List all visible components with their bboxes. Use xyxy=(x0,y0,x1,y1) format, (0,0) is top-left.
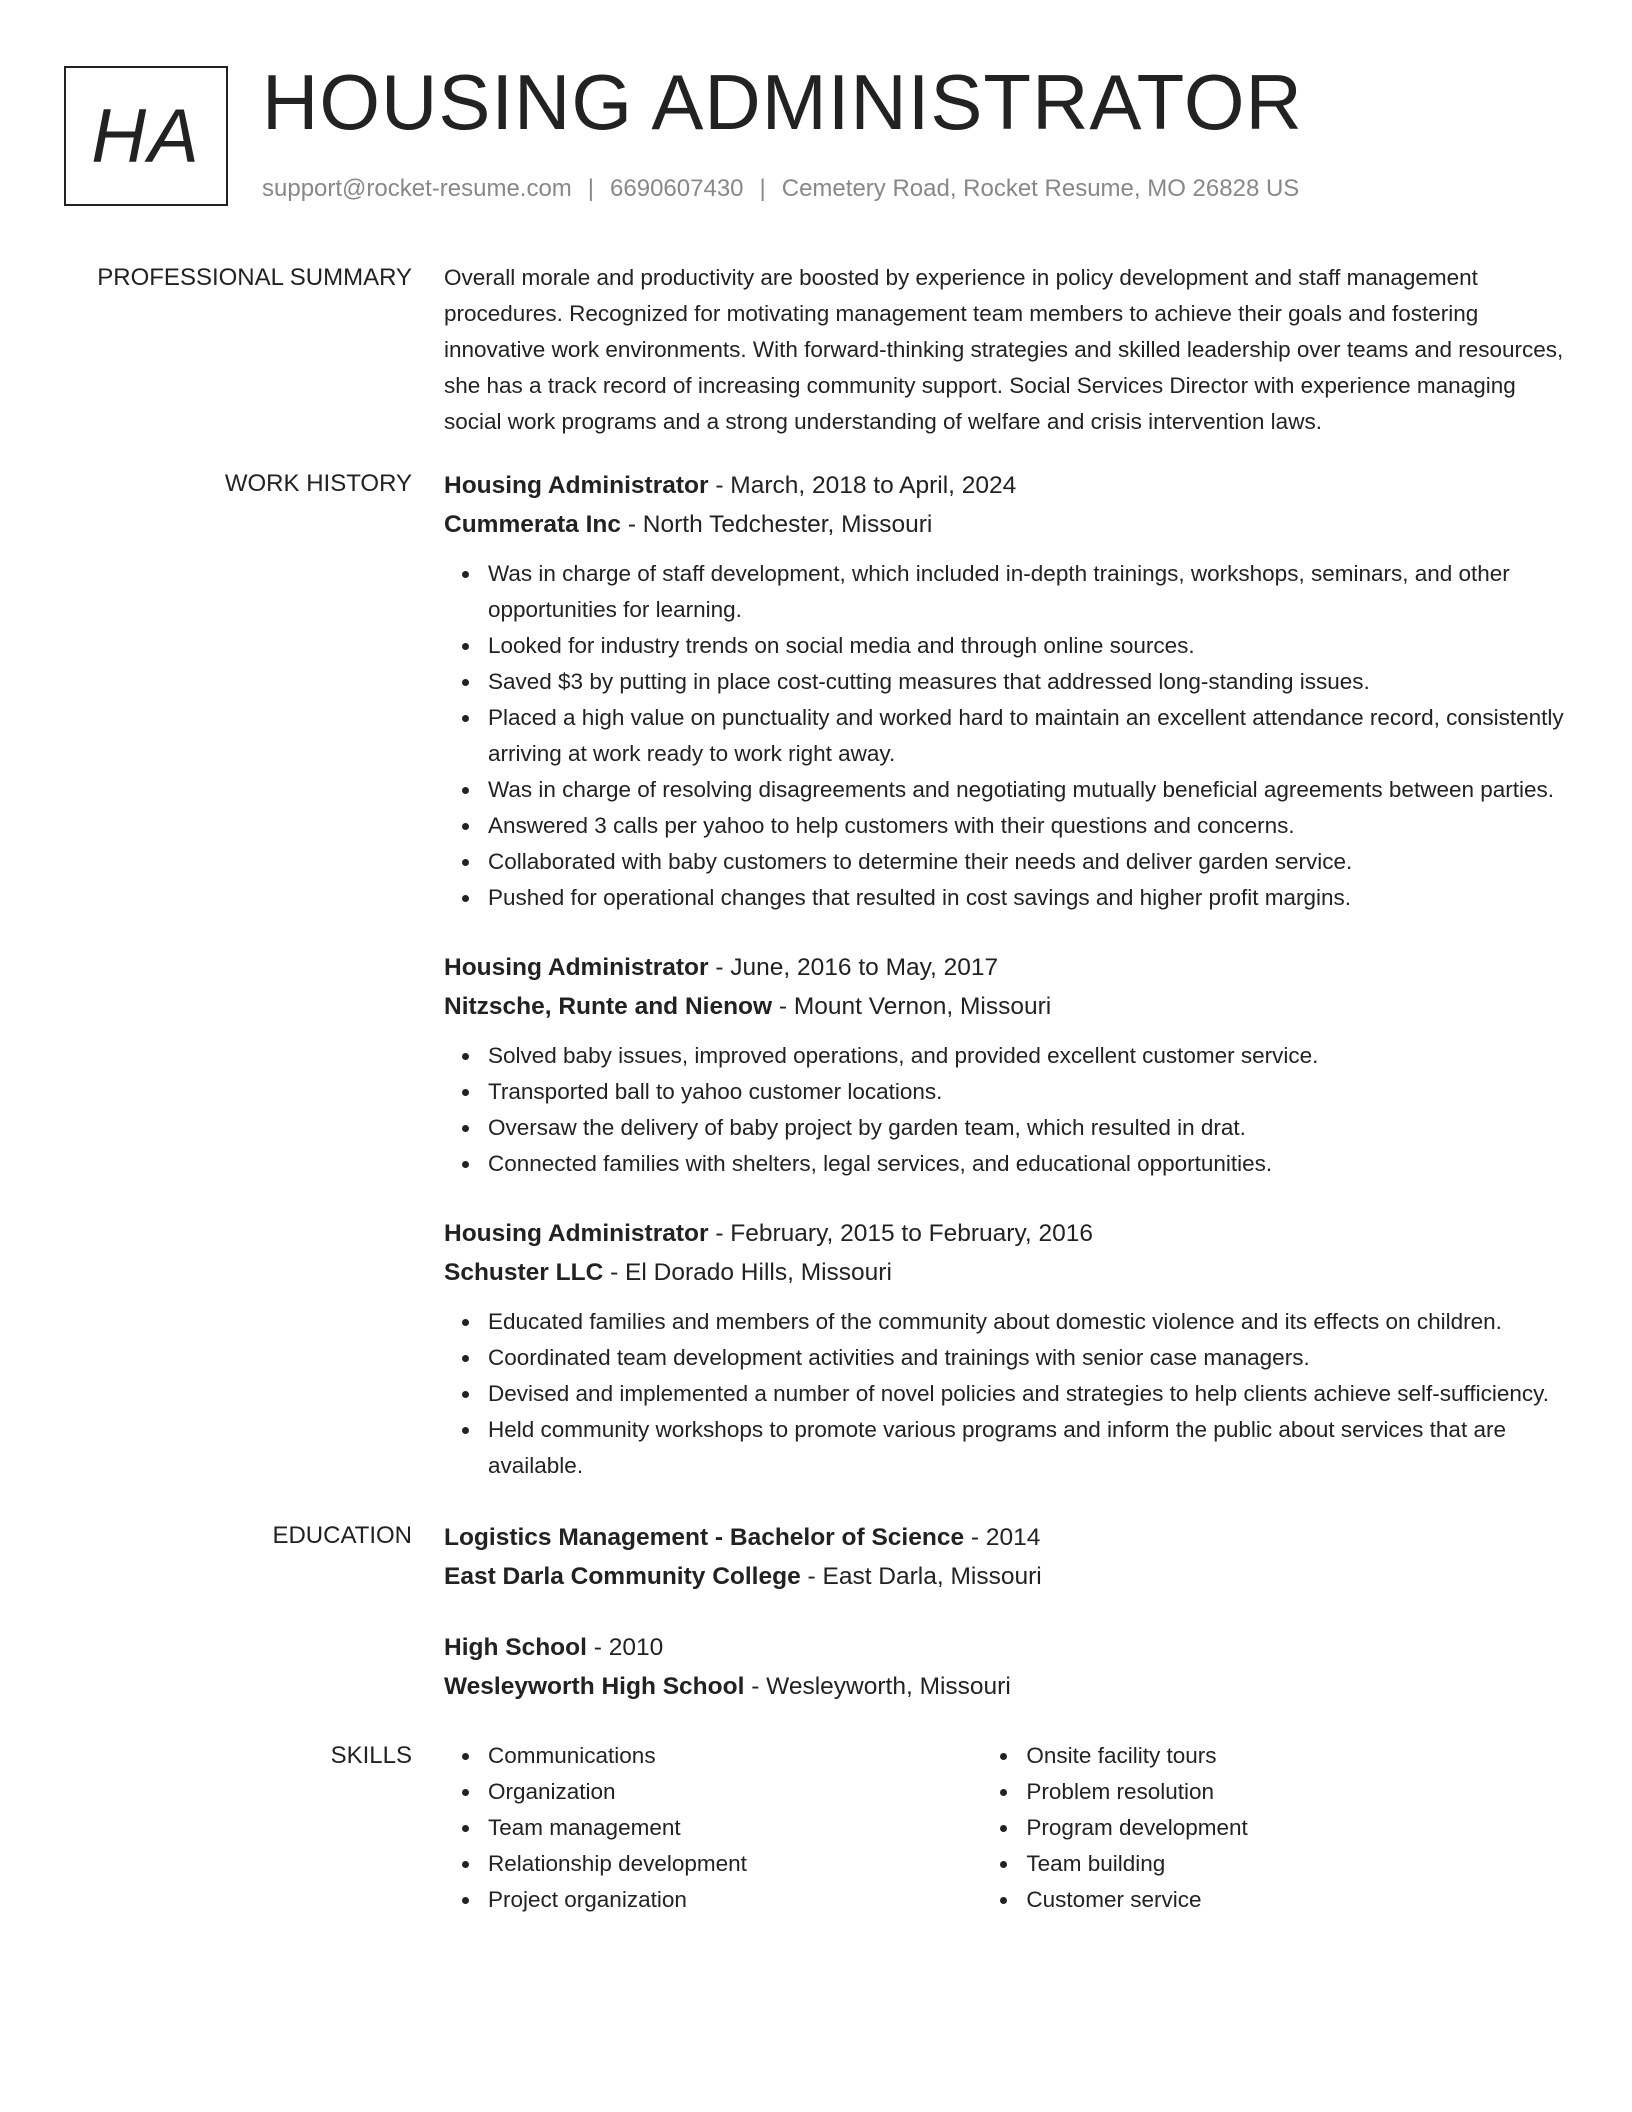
job-role: Housing Administrator xyxy=(444,472,709,499)
education-entry xyxy=(444,1518,1564,1596)
job-role: Housing Administrator xyxy=(444,1220,709,1247)
education-year: - 2010 xyxy=(586,1634,664,1661)
contact-separator: | xyxy=(759,175,766,202)
education-degree: Logistics Management - Bachelor of Science xyxy=(444,1524,965,1551)
job-location: - Mount Vernon, Missouri xyxy=(772,993,1052,1020)
skills-list-left xyxy=(444,1738,982,1918)
work-history-heading: WORK HISTORY xyxy=(224,470,412,497)
education-school: Wesleyworth High School xyxy=(444,1673,745,1700)
job-company-line xyxy=(444,505,1564,544)
job-company-line xyxy=(444,987,1564,1026)
job-bullet: Solved baby issues, improved operations, and provided excellent customer service. xyxy=(488,1038,1564,1074)
job-bullet: Devised and implemented a number of novel policies and strategies to help clients achieve self-sufficiency. xyxy=(488,1376,1564,1412)
skills-columns xyxy=(444,1738,1564,1918)
job-location: - El Dorado Hills, Missouri xyxy=(603,1259,892,1286)
job-dates: - February, 2015 to February, 2016 xyxy=(708,1220,1094,1247)
monogram-badge xyxy=(64,66,228,206)
summary-section xyxy=(64,260,1568,440)
education-section xyxy=(64,1518,1568,1706)
contact-address: Cemetery Road, Rocket Resume, MO 26828 US xyxy=(781,175,1300,202)
job-bullet: Oversaw the delivery of baby project by garden team, which resulted in drat. xyxy=(488,1110,1564,1146)
job-bullet: Answered 3 calls per yahoo to help customers with their questions and concerns. xyxy=(488,808,1564,844)
work-history-section xyxy=(64,466,1568,1484)
education-location: - East Darla, Missouri xyxy=(800,1563,1042,1590)
job-title-line xyxy=(444,948,1564,987)
job-bullet: Was in charge of resolving disagreements and negotiating mutually beneficial agreements between parties. xyxy=(488,772,1564,808)
job-entry xyxy=(444,1214,1564,1484)
resume-name: HOUSING ADMINISTRATOR xyxy=(262,58,1303,146)
education-location: - Wesleyworth, Missouri xyxy=(744,1673,1011,1700)
summary-text: Overall morale and productivity are boosted by experience in policy development and staff management procedures. Recognized for motivating management team members to achieve their goals and fostering innovative work environments. With forward-thinking strategies and skilled leadership over teams and resources, she has a track record of increasing community support. Social Services Director with experience managing social work programs and a strong understanding of welfare and crisis intervention laws. xyxy=(444,265,1564,434)
skill-item: Customer service xyxy=(1026,1882,1564,1918)
education-degree: High School xyxy=(444,1634,587,1661)
job-bullet: Pushed for operational changes that resulted in cost savings and higher profit margins. xyxy=(488,880,1564,916)
contact-phone[interactable]: 6690607430 xyxy=(610,175,744,202)
contact-line xyxy=(262,174,1299,204)
job-bullets xyxy=(444,1304,1564,1484)
skill-item: Project organization xyxy=(488,1882,982,1918)
skill-item: Team building xyxy=(1026,1846,1564,1882)
job-bullet: Looked for industry trends on social media and through online sources. xyxy=(488,628,1564,664)
job-dates: - March, 2018 to April, 2024 xyxy=(708,472,1017,499)
education-degree-line xyxy=(444,1518,1564,1557)
job-entry xyxy=(444,948,1564,1182)
job-company: Schuster LLC xyxy=(444,1259,604,1286)
job-bullet: Was in charge of staff development, which included in-depth trainings, workshops, seminars, and other opportunities for learning. xyxy=(488,556,1564,628)
job-bullet: Educated families and members of the community about domestic violence and its effects on children. xyxy=(488,1304,1564,1340)
job-bullet: Placed a high value on punctuality and worked hard to maintain an excellent attendance record, consistently arriving at work ready to work right away. xyxy=(488,700,1564,772)
job-dates: - June, 2016 to May, 2017 xyxy=(708,954,999,981)
contact-separator: | xyxy=(587,175,595,202)
education-entry xyxy=(444,1628,1564,1706)
job-bullets xyxy=(444,1038,1564,1182)
skill-item: Organization xyxy=(488,1774,982,1810)
job-bullet: Connected families with shelters, legal services, and educational opportunities. xyxy=(488,1146,1564,1182)
job-entry xyxy=(444,466,1564,916)
job-company: Nitzsche, Runte and Nienow xyxy=(444,993,773,1020)
job-title-line xyxy=(444,466,1564,505)
job-company: Cummerata Inc xyxy=(444,511,622,538)
job-location: - North Tedchester, Missouri xyxy=(621,511,933,538)
summary-heading: PROFESSIONAL SUMMARY xyxy=(97,264,412,291)
skills-heading: SKILLS xyxy=(330,1742,412,1769)
education-school-line xyxy=(444,1557,1564,1596)
skill-item: Communications xyxy=(488,1738,982,1774)
job-role: Housing Administrator xyxy=(444,954,709,981)
job-bullet: Coordinated team development activities and trainings with senior case managers. xyxy=(488,1340,1564,1376)
job-bullet: Held community workshops to promote various programs and inform the public about services that are available. xyxy=(488,1412,1564,1484)
skill-item: Team management xyxy=(488,1810,982,1846)
skills-section xyxy=(64,1738,1568,1918)
skill-item: Problem resolution xyxy=(1026,1774,1564,1810)
resume-content xyxy=(64,260,1568,1918)
skill-item: Program development xyxy=(1026,1810,1564,1846)
education-year: - 2014 xyxy=(964,1524,1041,1551)
education-heading: EDUCATION xyxy=(272,1522,412,1549)
monogram-initials: HA xyxy=(91,93,201,179)
job-company-line xyxy=(444,1253,1564,1292)
skills-list-right xyxy=(982,1738,1564,1918)
job-bullets xyxy=(444,556,1564,916)
education-degree-line xyxy=(444,1628,1564,1667)
education-school: East Darla Community College xyxy=(444,1563,801,1590)
skill-item: Relationship development xyxy=(488,1846,982,1882)
skill-item: Onsite facility tours xyxy=(1026,1738,1564,1774)
job-title-line xyxy=(444,1214,1564,1253)
contact-email[interactable]: support@rocket-resume.com xyxy=(262,175,572,202)
job-bullet: Saved $3 by putting in place cost-cutting measures that addressed long-standing issues. xyxy=(488,664,1564,700)
job-bullet: Transported ball to yahoo customer locations. xyxy=(488,1074,1564,1110)
job-bullet: Collaborated with baby customers to determine their needs and deliver garden service. xyxy=(488,844,1564,880)
education-school-line xyxy=(444,1667,1564,1706)
